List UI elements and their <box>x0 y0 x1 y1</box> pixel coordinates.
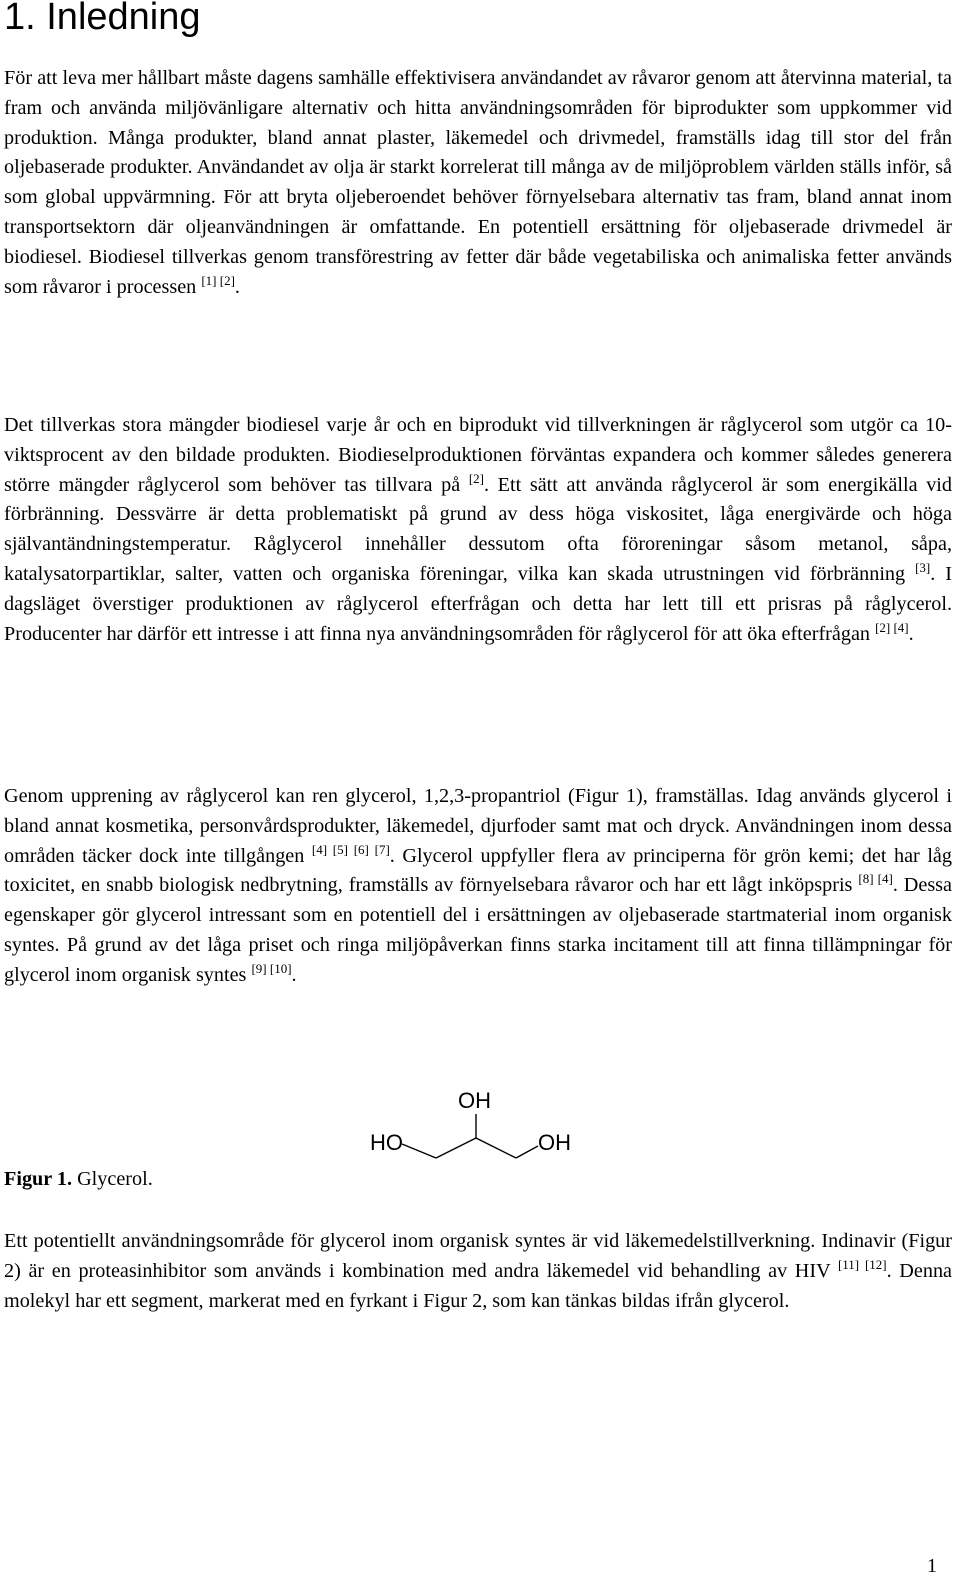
citation: [2] [4] <box>875 619 909 635</box>
citation: [9] [10] <box>251 960 292 976</box>
paragraph-3-text-c: . Dessa egenskaper gör glycerol intressant som en potentiell del i ersättningen av oljebaserade startmaterial inom organisk syntes. På grund av det låga priset och ringa miljöpåverkan finns starka incitament till att finna tillämpningar för glycerol inom organisk syntes <box>4 874 952 986</box>
section-heading: 1. Inledning <box>4 0 201 38</box>
punctuation: . <box>291 963 297 986</box>
ho-left-label: HO <box>370 1130 403 1155</box>
paragraph-3-text-a: Genom upprening av råglycerol kan ren glycerol, 1,2,3-propantriol (Figur 1), framställas. Idag används glycerol i bland annat kosmetika, personvårdsprodukter, läkemedel, djurfoder samt mat och dryck. Användningen inom dessa områden täcker dock inte tillgången <box>4 785 952 867</box>
paragraph-3-text-b: . Glycerol uppfyller flera av principerna för grön kemi; det har låg toxicitet, en snabb biologisk nedbrytning, framställs av förnyelsebara råvaror och har ett lågt inköpspris <box>4 844 952 897</box>
paragraph-1 <box>4 64 952 302</box>
bond-2 <box>436 1138 476 1158</box>
figure-caption-text: Glycerol. <box>72 1168 153 1190</box>
bond-1 <box>402 1144 436 1158</box>
punctuation: . <box>234 275 240 298</box>
paragraph-1-text: För att leva mer hållbart måste dagens samhälle effektivisera användandet av råvaror genom att återvinna material, ta fram och använda miljövänligare alternativ och hitta användningsområden för biprodukter som uppkommer vid produktion. Många produkter, bland annat plaster, läkemedel och drivmedel, framställs idag till stor del från oljebaserade produkter. Användandet av olja är starkt korrelerat till många av de miljöproblem världen ställs inför, så som global uppvärmning. För att bryta oljeberoendet behöver förnyelsebara alternativ tas fram, bland annat inom transportsektorn där oljeanvändningen är omfattande. En potentiell ersättning för oljebaserade drivmedel är biodiesel. Biodiesel tillverkas genom transförestring av fetter där både vegetabiliska och animaliska fetter används som råvaror i processen <box>4 67 952 298</box>
paragraph-4-text-b: . Denna molekyl har ett segment, markerat med en fyrkant i Figur 2, som kan tänkas bildas ifrån glycerol. <box>4 1259 952 1312</box>
figure-caption <box>4 1164 153 1194</box>
paragraph-4 <box>4 1227 952 1316</box>
bond-4 <box>516 1146 538 1158</box>
citation: [8] [4] <box>858 871 893 887</box>
paragraph-4-text-a: Ett potentiellt användningsområde för glycerol inom organisk syntes är vid läkemedelstillverkning. Indinavir (Figur 2) är en proteasinhibitor som används i kombination med andra läkemedel vid behandling av HIV <box>4 1230 952 1282</box>
citation: [11] [12] <box>837 1256 887 1272</box>
paragraph-3 <box>4 782 952 991</box>
page-number: 1 <box>927 1555 937 1577</box>
citation: [4] [5] [6] [7] <box>311 841 390 857</box>
glycerol-structure <box>370 1080 590 1170</box>
citation: [3] <box>915 559 931 575</box>
citation: [1] [2] <box>201 272 235 288</box>
punctuation: . <box>908 622 914 645</box>
paragraph-2-text-b: . Ett sätt att använda råglycerol är som energikälla vid förbränning. Dessvärre är detta problematiskt på grund av dess höga viskositet, låga energivärde och höga självantändningstemperatur. Råglycerol innehåller dessutom ofta föroreningar såsom metanol, såpa, katalysatorpartiklar, salter, vatten och organiska föreningar, vilka kan skada utrustningen vid förbränning <box>4 473 952 585</box>
oh-top-label: OH <box>458 1088 491 1113</box>
figure-label: Figur 1. <box>4 1168 73 1190</box>
oh-right-label: OH <box>538 1130 571 1155</box>
citation: [2] <box>468 470 484 486</box>
paragraph-2-text-c: . I dagsläget överstiger produktionen av råglycerol efterfrågan och detta har lett till ett prisras på råglycerol. Producenter har därför ett intresse i att finna nya användningsområden för råglycerol för att öka efterfrågan <box>4 562 952 645</box>
paragraph-2-text-a: Det tillverkas stora mängder biodiesel varje år och en biprodukt vid tillverkningen är råglycerol som utgör ca 10-viktsprocent av den bildade produkten. Biodieselproduktionen förväntas expandera och kommer således generera större mängder råglycerol som behöver tas tillvara på <box>4 414 952 496</box>
paragraph-2 <box>4 411 952 649</box>
bond-3 <box>476 1138 516 1158</box>
